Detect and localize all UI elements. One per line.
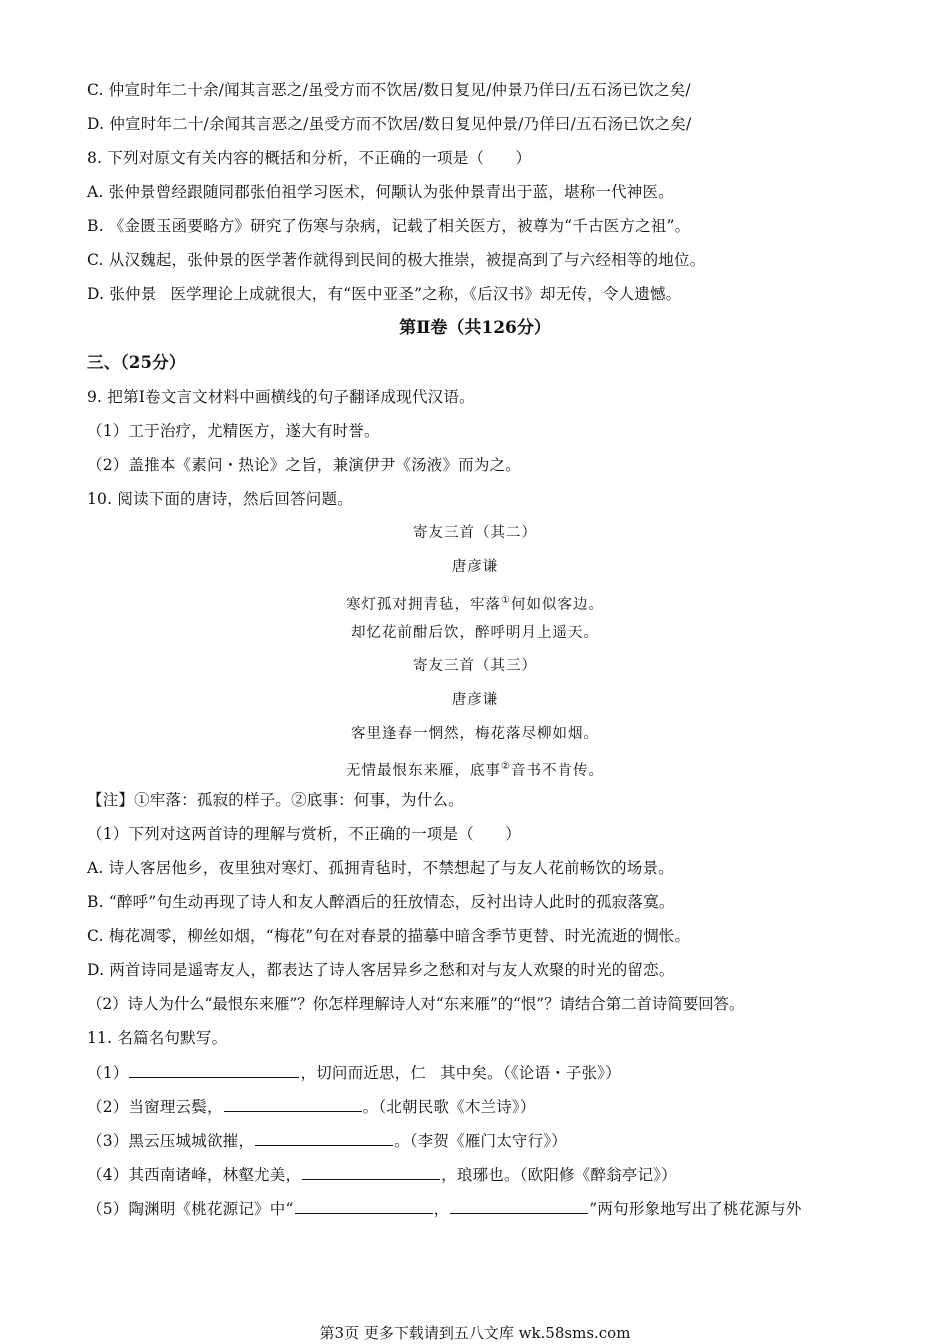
q11-stem: 11. 名篇名句默写。 <box>87 1029 228 1047</box>
q7-option-d: D. 仲宣时年二十/余闻其言恶之/虽受方而不饮居/数日复见仲景/乃佯曰/五石汤已饮之矣/ <box>87 115 692 133</box>
q11-1-post-a: ，切问而近思，仁 <box>300 1064 427 1082</box>
poem2-title: 寄友三首（其三） <box>413 658 537 674</box>
fill-blank[interactable] <box>302 1163 440 1180</box>
q8-option-a: A. 张仲景曾经跟随同郡张伯祖学习医术，何颙认为张仲景青出于蓝，堪称一代神医。 <box>87 183 674 201</box>
poem1-author: 唐彦谦 <box>451 559 499 575</box>
q9-sentence-1: （1）工于治疗，尤精医方，遂大有时誉。 <box>87 422 380 440</box>
q10-stem: 10. 阅读下面的唐诗，然后回答问题。 <box>87 490 353 508</box>
poem2-line2-a: 无情最恨东来雁，底事 <box>346 762 502 779</box>
q7-option-c: C. 仲宣时年二十余/闻其言恶之/虽受方而不饮居/数日复见/仲景乃佯曰/五石汤已饮之矣/ <box>87 81 691 99</box>
q11-1-pre: （1） <box>87 1064 129 1082</box>
q11-item-4 <box>87 1163 677 1186</box>
q11-5-pre: （5）陶渊明《桃花源记》中“ <box>87 1200 294 1218</box>
poem2-author: 唐彦谦 <box>451 692 499 708</box>
q8-option-d <box>87 283 681 305</box>
page-footer: 第3页 更多下载请到五八文库 wk.58sms.com <box>319 1324 631 1342</box>
poem1-line1-a: 寒灯孤对拥青毡，牢落 <box>346 596 502 613</box>
footnote-mark-1: ① <box>501 595 511 606</box>
poem1-line1 <box>0 590 950 616</box>
q11-3-pre: （3）黑云压城城欲摧， <box>87 1132 255 1150</box>
q8-d-part2: 医学理论上成就很大，有“医中亚圣”之称，《后汉书》却无传，令人遗憾。 <box>170 285 682 303</box>
q9-stem: 9. 把第Ⅰ卷文言文材料中画横线的句子翻译成现代汉语。 <box>87 388 475 406</box>
q8-option-b: B. 《金匮玉函要略方》研究了伤寒与杂病，记载了相关医方，被尊为“千古医方之祖”。 <box>87 217 691 235</box>
q11-4-pre: （4）其西南诸峰，林壑尤美， <box>87 1166 302 1184</box>
q11-2-post: 。（北朝民歌《木兰诗》） <box>362 1098 536 1116</box>
q11-item-5 <box>87 1197 802 1220</box>
poem2-line2 <box>0 756 950 782</box>
q10-note: 【注】①牢落：孤寂的样子。②底事：何事，为什么。 <box>87 791 464 809</box>
footnote-mark-2: ② <box>501 761 511 772</box>
q10-option-d: D. 两首诗同是遥寄友人，都表达了诗人客居异乡之愁和对与友人欢聚的时光的留恋。 <box>87 961 675 979</box>
poem2-line2-b: 音书不肯传。 <box>510 762 604 779</box>
q10-sub2: （2）诗人为什么“最恨东来雁”？你怎样理解诗人对“东来雁”的“恨”？请结合第二首诗简要回答。 <box>87 995 745 1013</box>
fill-blank[interactable] <box>295 1197 433 1214</box>
q10-option-b: B. “醉呼”句生动再现了诗人和友人醉酒后的狂放情态，反衬出诗人此时的孤寂落寞。 <box>87 893 675 911</box>
q11-item-1 <box>87 1061 621 1084</box>
q10-option-c: C. 梅花凋零，柳丝如烟，“梅花”句在对春景的描摹中暗含季节更替、时光流逝的惆怅。 <box>87 927 691 945</box>
poem1-line1-b: 何如似客边。 <box>510 596 604 613</box>
poem1-line2: 却忆花前酣后饮，醉呼明月上遥天。 <box>351 625 599 641</box>
q9-sentence-2: （2）盖推本《素问・热论》之旨，兼演伊尹《汤液》而为之。 <box>87 456 521 474</box>
q8-option-c: C. 从汉魏起，张仲景的医学著作就得到民间的极大推崇，被提高到了与六经相等的地位。 <box>87 251 706 269</box>
q11-item-2 <box>87 1095 536 1118</box>
q10-sub1: （1）下列对这两首诗的理解与赏析，不正确的一项是（ ） <box>87 825 521 843</box>
fill-blank[interactable] <box>450 1197 588 1214</box>
poem2-line1: 客里逢春一惘然，梅花落尽柳如烟。 <box>351 726 599 742</box>
q11-5-mid: ， <box>433 1200 450 1218</box>
section2-title: 第Ⅱ卷（共126分） <box>399 318 551 338</box>
fill-blank[interactable] <box>129 1061 299 1078</box>
q8-d-part1: D. 张仲景 <box>87 285 157 303</box>
q11-3-post: 。（李贺《雁门太守行》） <box>394 1132 567 1150</box>
fill-blank[interactable] <box>255 1129 393 1146</box>
q11-item-3 <box>87 1129 567 1152</box>
poem1-title: 寄友三首（其二） <box>413 525 537 541</box>
q11-2-pre: （2）当窗理云鬓， <box>87 1098 223 1116</box>
q10-option-a: A. 诗人客居他乡，夜里独对寒灯、孤拥青毡时，不禁想起了与友人花前畅饮的场景。 <box>87 859 674 877</box>
part3-heading: 三、（25分） <box>87 353 186 372</box>
fill-blank[interactable] <box>224 1095 362 1112</box>
q11-4-post: ，琅琊也。（欧阳修《醉翁亭记》） <box>441 1166 677 1184</box>
q11-1-post-b: 其中矣。（《论语・子张》） <box>440 1064 621 1082</box>
q11-5-post: ”两句形象地写出了桃花源与外 <box>589 1200 802 1218</box>
q8-stem: 8. 下列对原文有关内容的概括和分析，不正确的一项是（ ） <box>87 149 532 167</box>
